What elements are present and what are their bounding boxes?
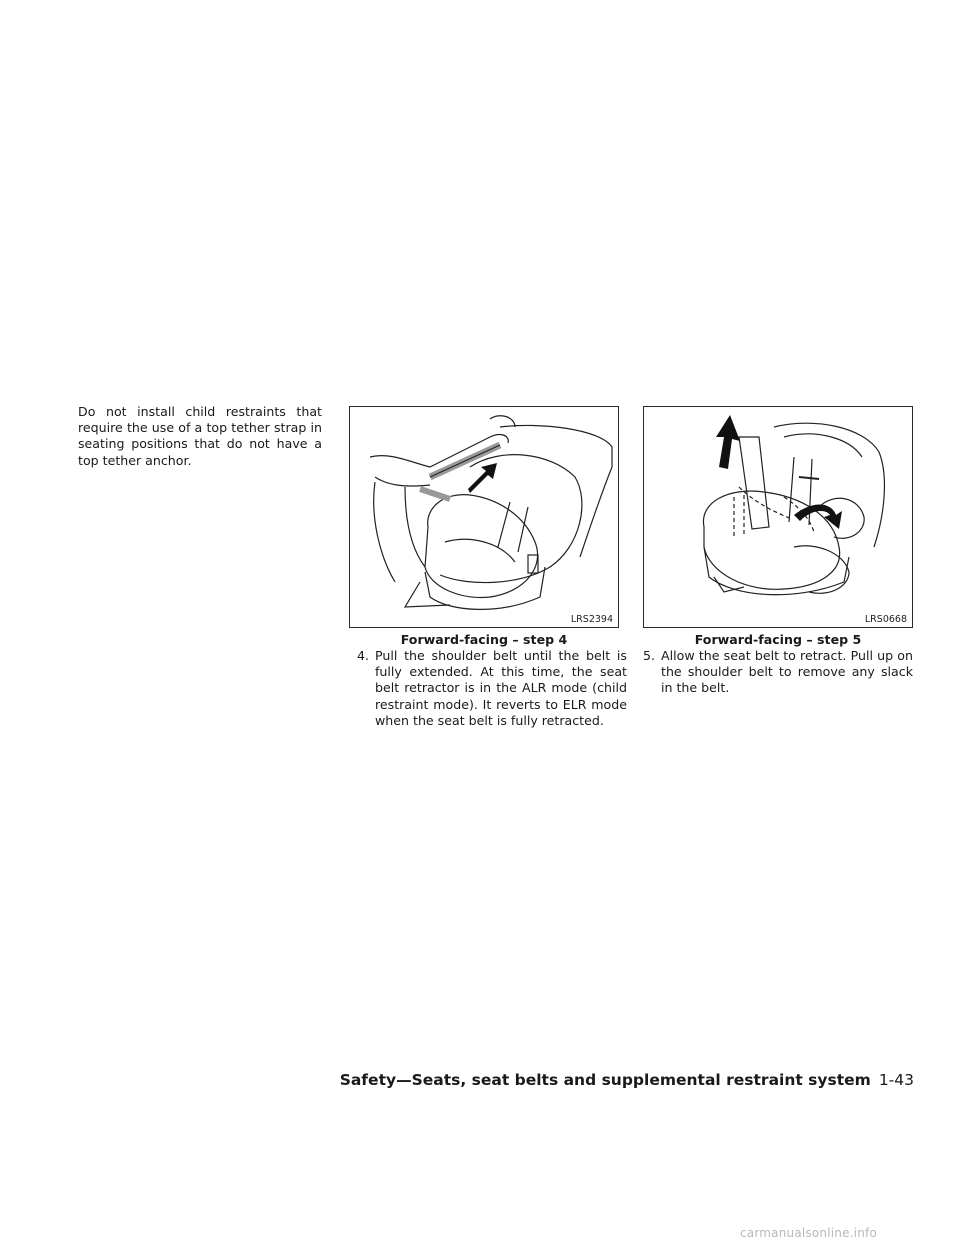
page-footer [340, 1070, 914, 1090]
illustration-retract-belt [644, 407, 913, 628]
intro-paragraph: Do not install child restraints that require the use of a top tether strap in seating positions that do not have a top tether anchor. [78, 404, 322, 468]
figure-code: LRS2394 [570, 614, 613, 625]
step-number: 5. [643, 648, 656, 663]
figure-caption: Forward-facing – step 4 [400, 632, 568, 647]
illustration-pull-shoulder-belt [350, 407, 619, 628]
figure-forward-facing-step-4 [349, 406, 619, 628]
figure-code: LRS0668 [864, 614, 907, 625]
watermark: carmanualsonline.info [740, 1226, 877, 1240]
step-4 [357, 648, 627, 729]
step-5 [643, 648, 913, 697]
figure-caption: Forward-facing – step 5 [694, 632, 862, 647]
section-title: Safety—Seats, seat belts and supplemental restraint system [339, 1071, 871, 1089]
step-text: Allow the seat belt to retract. Pull up on the shoulder belt to remove any slack in the belt. [661, 648, 913, 696]
page-number: 1-43 [878, 1071, 914, 1089]
step-number: 4. [357, 648, 370, 663]
figure-forward-facing-step-5 [643, 406, 913, 628]
step-text: Pull the shoulder belt until the belt is fully extended. At this time, the seat belt retractor is in the ALR mode (child restraint mode). It reverts to ELR mode when the seat belt is fully retracted. [375, 648, 627, 728]
